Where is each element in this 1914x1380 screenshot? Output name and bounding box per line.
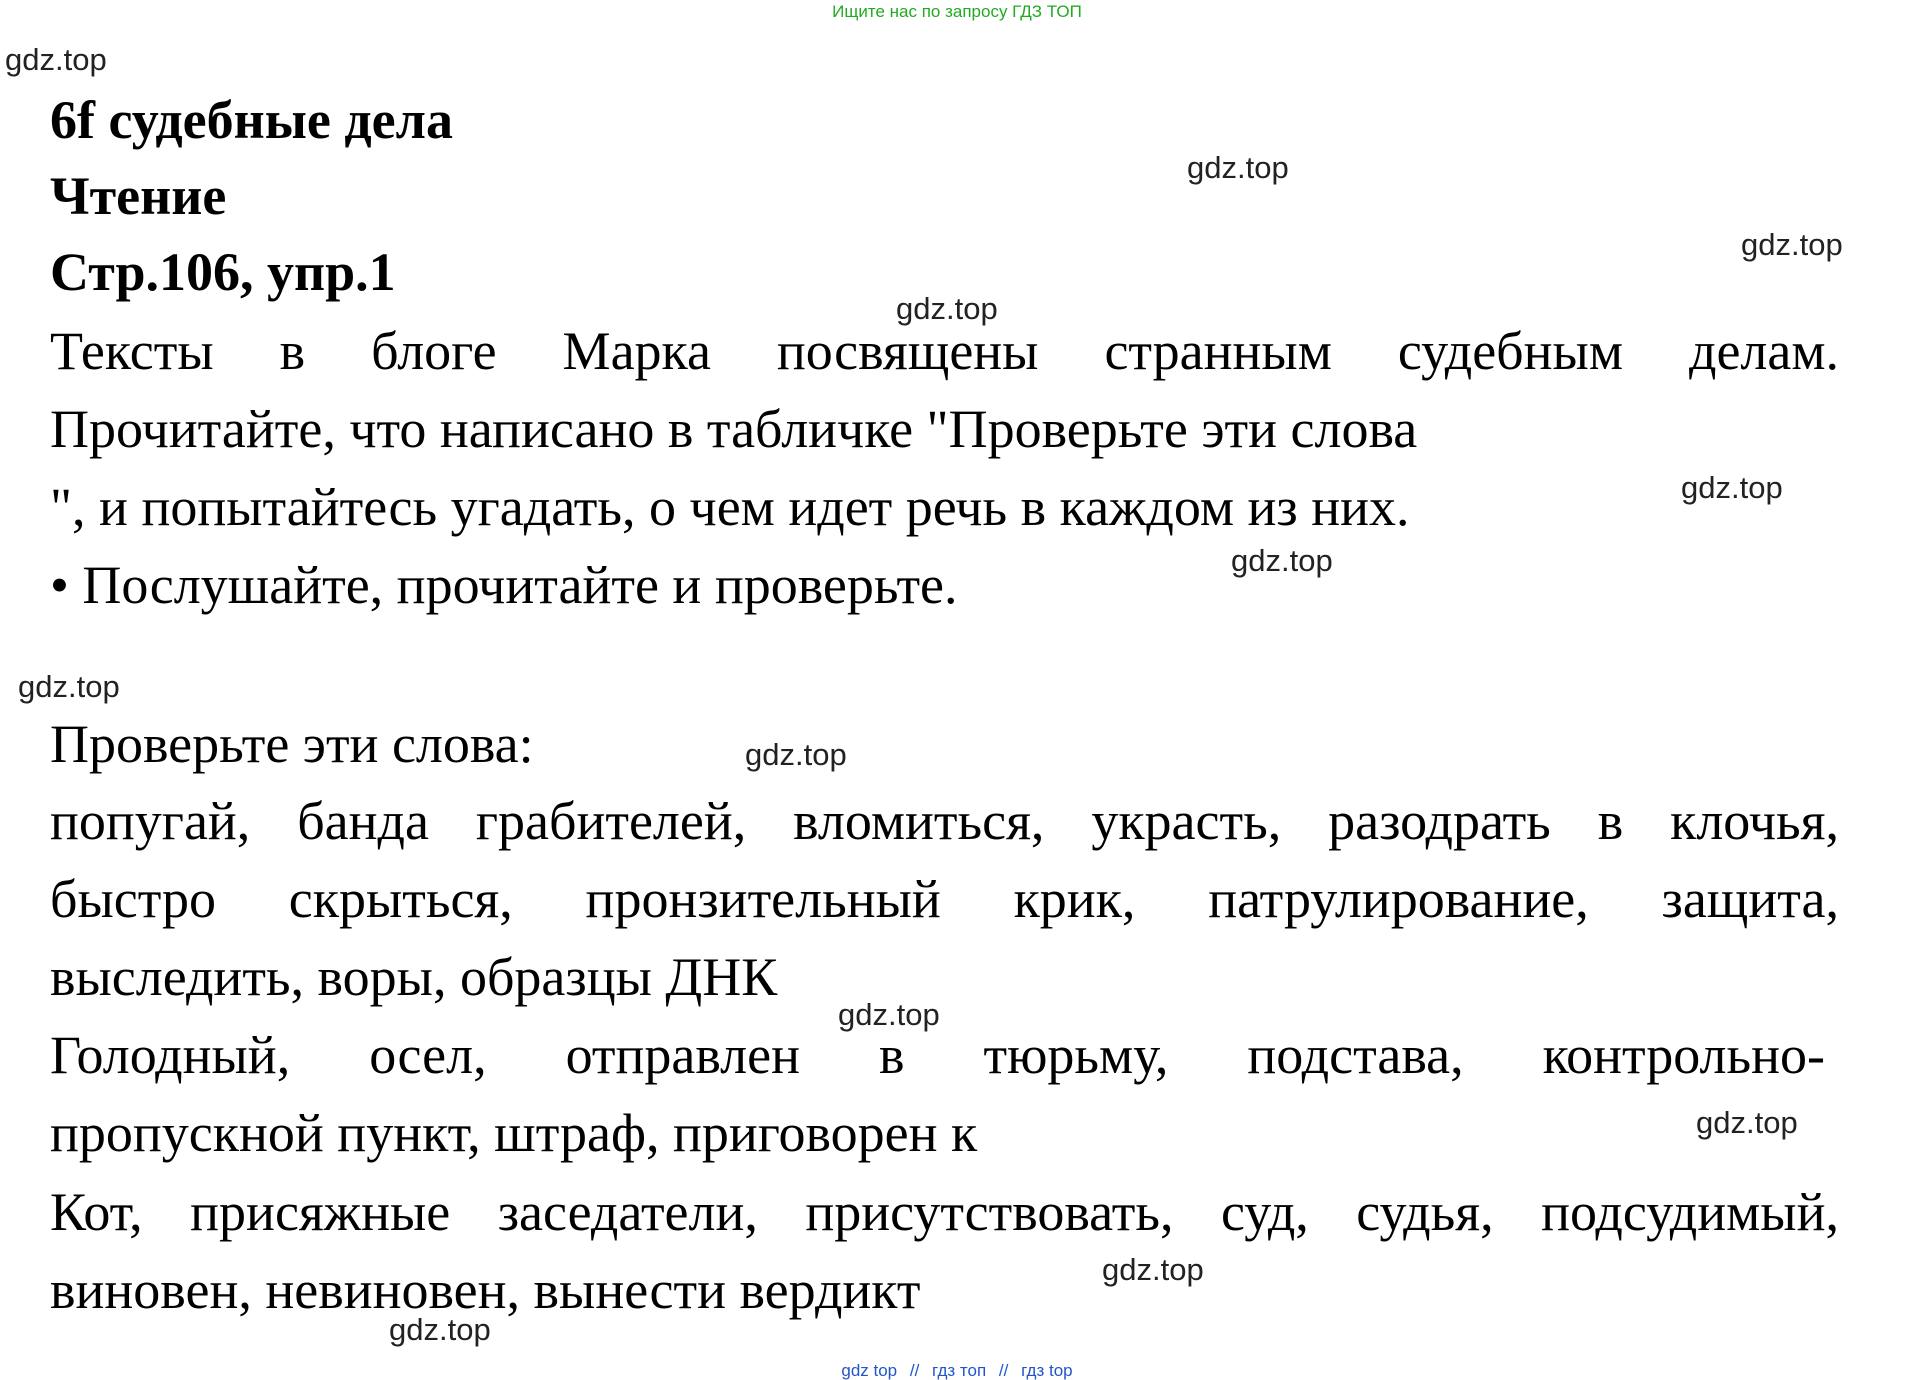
watermark: gdz.top	[5, 42, 107, 77]
watermark: gdz.top	[838, 997, 940, 1032]
instruction-line: ", и попытайтесь угадать, о чем идет речь в каждом из них.	[50, 477, 1410, 537]
document-title: 6f судебные дела	[50, 90, 453, 150]
top-banner[interactable]	[0, 0, 1914, 24]
watermark: gdz.top	[896, 291, 998, 326]
word-group-2	[50, 1016, 1825, 1172]
instruction-block	[50, 312, 1839, 624]
section-heading: Чтение	[50, 166, 227, 226]
word-line: Голодный, осел, отправлен в тюрьму, подстава, контрольно-	[50, 1025, 1825, 1085]
word-line: виновен, невиновен, вынести вердикт	[50, 1260, 921, 1320]
watermark: gdz.top	[389, 1312, 491, 1347]
top-banner-text[interactable]: Ищите нас по запросу ГДЗ ТОП	[832, 2, 1082, 21]
instruction-line: Прочитайте, что написано в табличке "Проверьте эти слова	[50, 399, 1418, 459]
watermark: gdz.top	[1102, 1252, 1204, 1287]
footer-links	[0, 1363, 1914, 1379]
footer-link[interactable]: гдз топ	[932, 1361, 987, 1380]
watermark: gdz.top	[1681, 470, 1783, 505]
watermark: gdz.top	[1741, 227, 1843, 262]
watermark: gdz.top	[18, 669, 120, 704]
word-group-3	[50, 1173, 1839, 1329]
word-line: быстро скрыться, пронзительный крик, патрулирование, защита,	[50, 869, 1839, 929]
page-reference: Стр.106, упр.1	[50, 242, 396, 302]
footer-separator: //	[998, 1361, 1009, 1380]
watermark: gdz.top	[1231, 543, 1333, 578]
word-line: выследить, воры, образцы ДНК	[50, 947, 778, 1007]
watermark: gdz.top	[1187, 150, 1289, 185]
watermark: gdz.top	[745, 737, 847, 772]
word-group-1	[50, 782, 1839, 1016]
footer-link[interactable]: gdz top	[841, 1361, 898, 1380]
title-block	[50, 82, 1839, 310]
word-line: пропускной пункт, штраф, приговорен к	[50, 1103, 978, 1163]
instruction-bullet: • Послушайте, прочитайте и проверьте.	[50, 555, 958, 615]
footer-separator: //	[909, 1361, 920, 1380]
watermark: gdz.top	[1696, 1105, 1798, 1140]
footer-link[interactable]: гдз top	[1021, 1361, 1073, 1380]
instruction-line: Тексты в блоге Марка посвящены странным судебным делам.	[50, 321, 1839, 381]
check-words-block	[50, 705, 1839, 783]
word-line: попугай, банда грабителей, вломиться, украсть, разодрать в клочья,	[50, 791, 1839, 851]
check-words-label: Проверьте эти слова:	[50, 714, 534, 774]
word-line: Кот, присяжные заседатели, присутствовать, суд, судья, подсудимый,	[50, 1182, 1839, 1242]
